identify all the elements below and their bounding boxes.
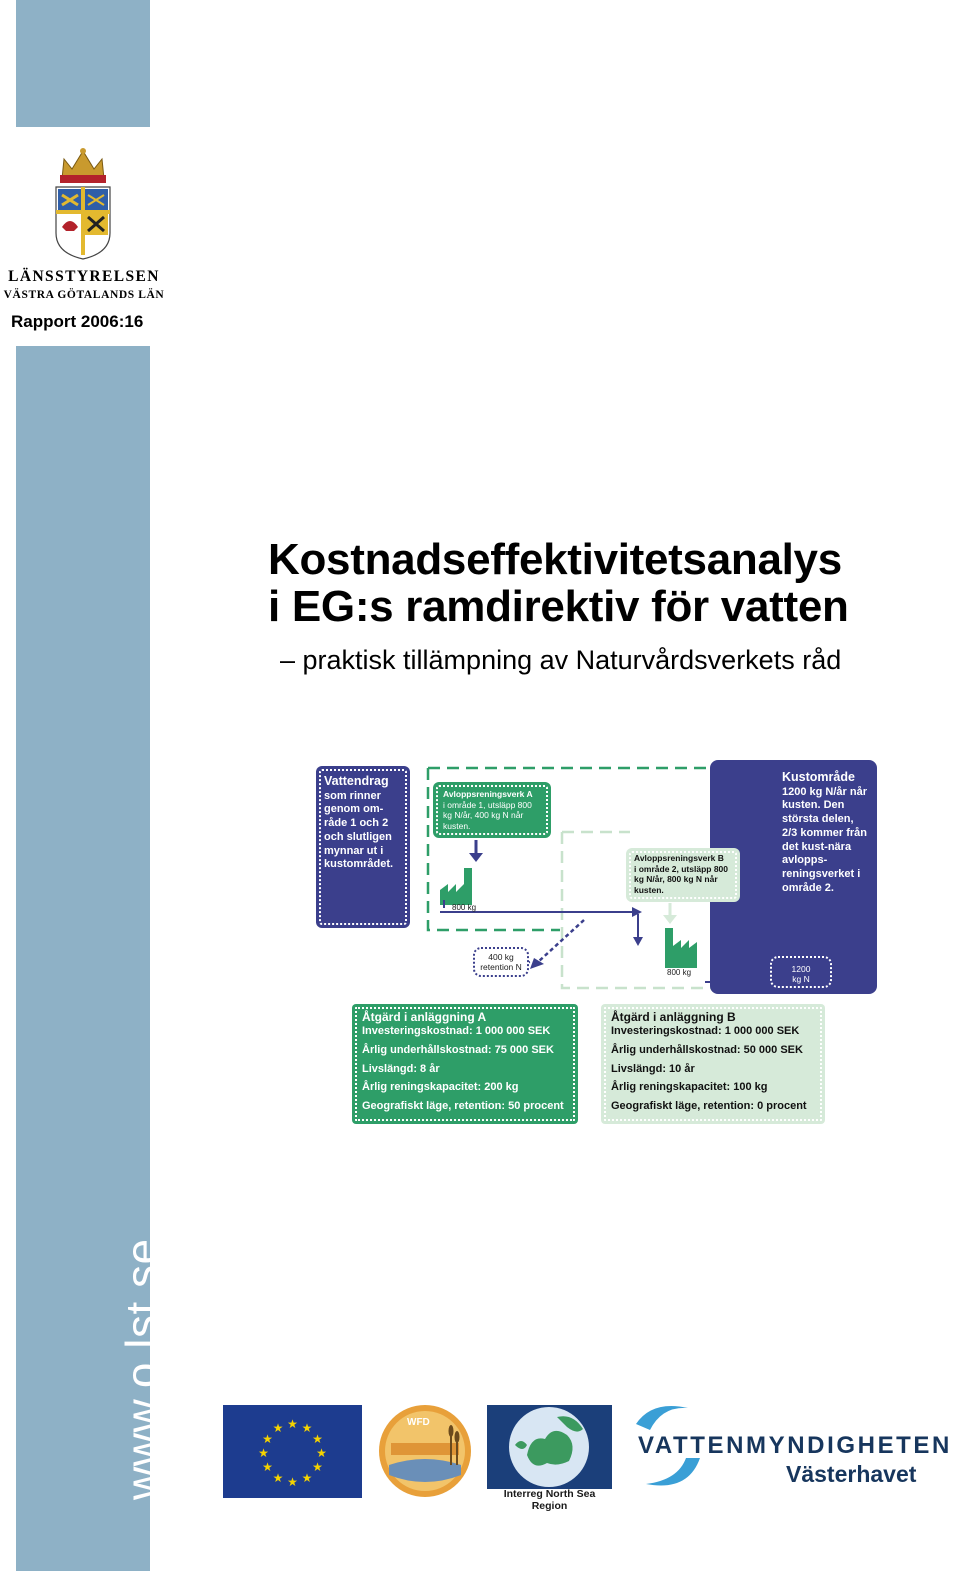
org-name: LÄNSSTYRELSEN: [8, 268, 160, 285]
coast-load-badge: [770, 956, 832, 988]
title-line-2: i EG:s ramdirektiv för vatten: [268, 582, 849, 631]
verk-a-box: [433, 782, 551, 838]
measure-a-capacity: Årlig reningskapacitet: 200 kg: [362, 1081, 519, 1094]
measure-b-maintenance: Årlig underhållskostnad: 50 000 SEK: [611, 1043, 803, 1056]
org-region: VÄSTRA GÖTALANDS LÄN: [3, 289, 165, 301]
svg-text:★: ★: [272, 1421, 284, 1435]
vattendrag-box: [316, 766, 410, 928]
authority-name: VATTENMYNDIGHETEN: [638, 1432, 952, 1459]
measure-a-box: [352, 1004, 578, 1124]
sidebar-top-bar: [16, 0, 150, 127]
svg-text:★: ★: [287, 1417, 298, 1431]
measure-a-lifetime: Livslängd: 8 år: [362, 1062, 440, 1075]
measure-b-capacity: Årlig reningskapacitet: 100 kg: [611, 1081, 768, 1094]
retention-label: retention N: [480, 962, 522, 973]
kustomrade-text: 1200 kg N/år når kusten. Den största delen, 2/3 kommer från det kust-nära avlopps-reningsverket i område 2.: [782, 785, 867, 894]
retention-kg: 400 kg: [488, 952, 514, 962]
verk-a-emission-label: 800 kg: [452, 903, 477, 912]
eu-flag-icon: [223, 1405, 362, 1498]
svg-text:★: ★: [287, 1475, 298, 1489]
wfd-logo-icon: [377, 1403, 473, 1499]
measure-b-box: [601, 1004, 825, 1124]
svg-text:★: ★: [258, 1446, 269, 1460]
svg-text:★: ★: [272, 1471, 284, 1485]
coat-of-arms-icon: [50, 145, 116, 263]
measure-a-investment: Investeringskostnad: 1 000 000 SEK: [362, 1025, 551, 1037]
svg-text:★: ★: [316, 1446, 327, 1460]
retention-badge: [473, 947, 529, 977]
measure-a-location: Geografiskt läge, retention: 50 procent: [362, 1100, 564, 1112]
vattendrag-heading: Vattendrag: [324, 774, 389, 788]
svg-text:★: ★: [262, 1432, 273, 1446]
measure-b-heading: Åtgärd i anläggning B: [611, 1010, 736, 1024]
measure-a-heading: Åtgärd i anläggning A: [362, 1010, 487, 1024]
measure-a-maintenance: Årlig underhållskostnad: 75 000 SEK: [362, 1043, 554, 1056]
measure-b-location: Geografiskt läge, retention: 0 procent: [611, 1100, 807, 1112]
verk-b-text: i område 2, utsläpp 800 kg N/år, 800 kg N når kusten.: [634, 863, 729, 895]
svg-text:★: ★: [312, 1432, 323, 1446]
interreg-label: Interreg North Sea Region: [503, 1488, 596, 1512]
svg-text:★: ★: [262, 1460, 273, 1474]
coast-kg: 1200: [791, 964, 811, 974]
website-url[interactable]: www.o.lst.se: [116, 1238, 168, 1500]
svg-text:★: ★: [301, 1471, 313, 1485]
title-line-1: Kostnadseffektivitetsanalys: [268, 535, 842, 584]
page-title: [268, 536, 948, 630]
verk-b-box: [626, 848, 740, 902]
wfd-text: WFD: [407, 1417, 430, 1428]
verk-b-emission-label: 800 kg: [667, 968, 692, 977]
measure-b-investment: Investeringskostnad: 1 000 000 SEK: [611, 1025, 800, 1037]
verk-a-heading: Avloppsreningsverk A: [443, 789, 533, 799]
kustomrade-heading: Kustområde: [782, 770, 855, 784]
svg-text:★: ★: [301, 1421, 313, 1435]
measure-b-lifetime: Livslängd: 10 år: [611, 1062, 695, 1075]
coast-unit: kg N: [792, 974, 810, 985]
verk-b-heading: Avloppsreningsverk B: [634, 853, 724, 863]
authority-region: Västerhavet: [786, 1461, 917, 1487]
vattendrag-text: som rinner genom om-råde 1 och 2 och slutligen mynnar ut i kustområdet.: [324, 789, 394, 871]
verk-a-text: i område 1, utsläpp 800 kg N/år, 400 kg N når kusten.: [443, 799, 532, 831]
svg-text:★: ★: [312, 1460, 323, 1474]
page-subtitle: – praktisk tillämpning av Naturvårdsverkets råd: [280, 645, 842, 675]
report-id: Rapport 2006:16: [11, 312, 144, 331]
